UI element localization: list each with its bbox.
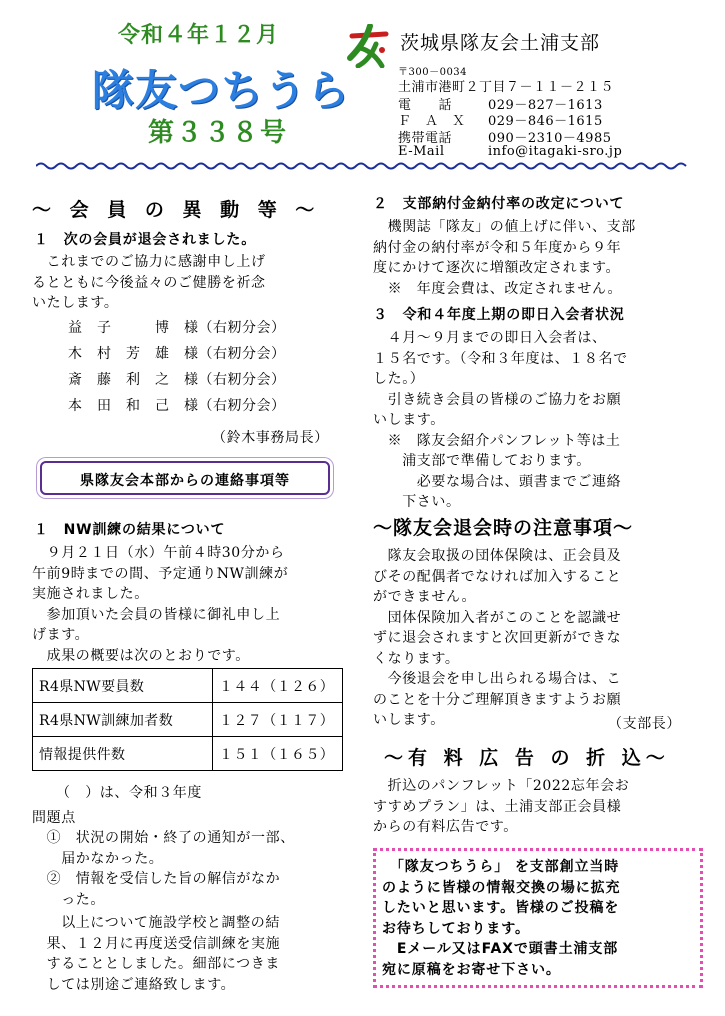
list-item: 益 子 博 様（右籾分会）	[68, 320, 286, 336]
tel-label: 電 話	[398, 98, 453, 113]
table-row	[33, 669, 343, 703]
issues-list: ① 状況の開始・終了の通知が一部、 届かなかった。 ② 情報を受信した旨の解信がなか った。	[32, 830, 295, 908]
table-cell: １５１（１６５）	[213, 737, 343, 771]
fax-number: 029－846－1615	[488, 114, 603, 129]
table-note: （ ）は、令和３年度	[56, 785, 202, 801]
resignation-notice-paragraph: 隊友会取扱の団体保険は、正会員及 びその配偶者でなければ加入すること ができません。 団体保険加入者がこのことを認識せ ずに退会されますと次回更新ができな くなります。 今後退会を申し出られる場合は、こ のことを十分ご理解頂きますようお願 いします。	[373, 548, 622, 728]
issues-label: 問題点	[32, 810, 76, 826]
hq-notice-box	[40, 461, 330, 495]
submission-request-text: 「隊友つちうら」 を支部創立当時 のように皆様の情報交換の場に拡充 したいと思います。皆様のご投稿を お待ちしております。 Eメール又はFAXで頭書土浦支部 宛に原稿をお寄せ下さい。	[382, 859, 621, 978]
org-name: 茨城県隊友会土浦支部	[400, 32, 601, 54]
mobile-label: 携帯電話	[398, 131, 453, 146]
table-cell: １２７（１１７）	[213, 703, 343, 737]
table-cell: １４４（１２６）	[213, 669, 343, 703]
table-row	[33, 737, 343, 771]
section-resignation-notice-title: ～隊友会退会時の注意事項～	[373, 517, 634, 539]
section-member-changes-title: ～ 会 員 の 異 動 等 ～	[32, 199, 321, 221]
hq-notice-title: 県隊友会本部からの連絡事項等	[80, 473, 290, 489]
member-list	[68, 315, 286, 419]
email-address[interactable]: info@itagaki-sro.jp	[488, 144, 623, 159]
nw-followup-paragraph: 以上について施設学校と調整の結 果、１２月に再度送受信訓練を実施 することとしました。細部につきま しては別途ご連絡致します。	[32, 915, 281, 993]
issue-number: 第３３８号	[148, 118, 289, 148]
newsletter-title: 隊友つちうら	[92, 66, 351, 115]
taiyukai-emblem-icon	[346, 24, 390, 68]
list-item: 木 村 芳 雄 様（右籾分会）	[68, 346, 286, 362]
payment-rate-paragraph: 機関誌「隊友」の値上げに伴い、支部 納付金の納付率が令和５年度から９年 度にかけて逐次に増額改定されます。 ※ 年度会費は、改定されません。	[373, 219, 636, 297]
payment-rate-heading: ２ 支部納付金納付率の改定について	[373, 196, 625, 212]
nw-training-heading: １ NW訓練の結果について	[34, 522, 226, 538]
table-row	[33, 703, 343, 737]
signature-secretary: （鈴木事務局長）	[212, 430, 329, 446]
tel-number: 029－827－1613	[488, 98, 603, 113]
mobile-number: 090－2310－4985	[488, 131, 612, 146]
postal-code: 〒300－0034	[398, 67, 468, 78]
resigned-members-paragraph: これまでのご協力に感謝申し上げ るとともに今後益々のご健勝を祈念 いたします。	[32, 254, 266, 311]
nw-training-paragraph: ９月２１日（水）午前４時30分から 午前9時までの間、予定通りNW訓練が 実施されました。 参加頂いた会員の皆様に御礼申し上 げます。 成果の概要は次のとおりです。	[32, 545, 289, 664]
same-day-joiners-paragraph: ４月～９月までの即日入会者は、 １５名です。（令和３年度は、１８名で した。） 引き続き会員の皆様のご協力をお願 いします。 ※ 隊友会紹介パンフレット等は土 浦支部で準備しております。 必要な場合は、頭書までご連絡 下さい。	[373, 330, 628, 510]
nw-results-table	[32, 668, 343, 771]
email-label: E-Mail	[398, 144, 445, 159]
section-paid-insert-title: ～有 料 広 告 の 折 込～	[384, 747, 670, 769]
table-cell: 情報提供件数	[33, 737, 213, 771]
list-item: 本 田 和 己 様（右籾分会）	[68, 398, 286, 414]
signature-branch-chief: （支部長）	[608, 716, 681, 732]
issue-date: 令和４年１２月	[118, 23, 280, 48]
list-item: 斎 藤 利 之 様（右籾分会）	[68, 372, 286, 388]
table-cell: R4県NW訓練加者数	[33, 703, 213, 737]
table-cell: R4県NW要員数	[33, 669, 213, 703]
submission-request-box	[373, 848, 703, 988]
same-day-joiners-heading: ３ 令和４年度上期の即日入会者状況	[373, 307, 625, 323]
fax-label: Ｆ Ａ Ｘ	[398, 114, 466, 129]
wavy-divider	[36, 161, 688, 171]
address: 土浦市港町２丁目７－１１－２１５	[398, 80, 615, 95]
resigned-members-heading: １ 次の会員が退会されました。	[34, 232, 256, 248]
paid-insert-paragraph: 折込のパンフレット「2022忘年会お すすめプラン」は、土浦支部正会員様 からの有料広告です。	[373, 778, 630, 835]
